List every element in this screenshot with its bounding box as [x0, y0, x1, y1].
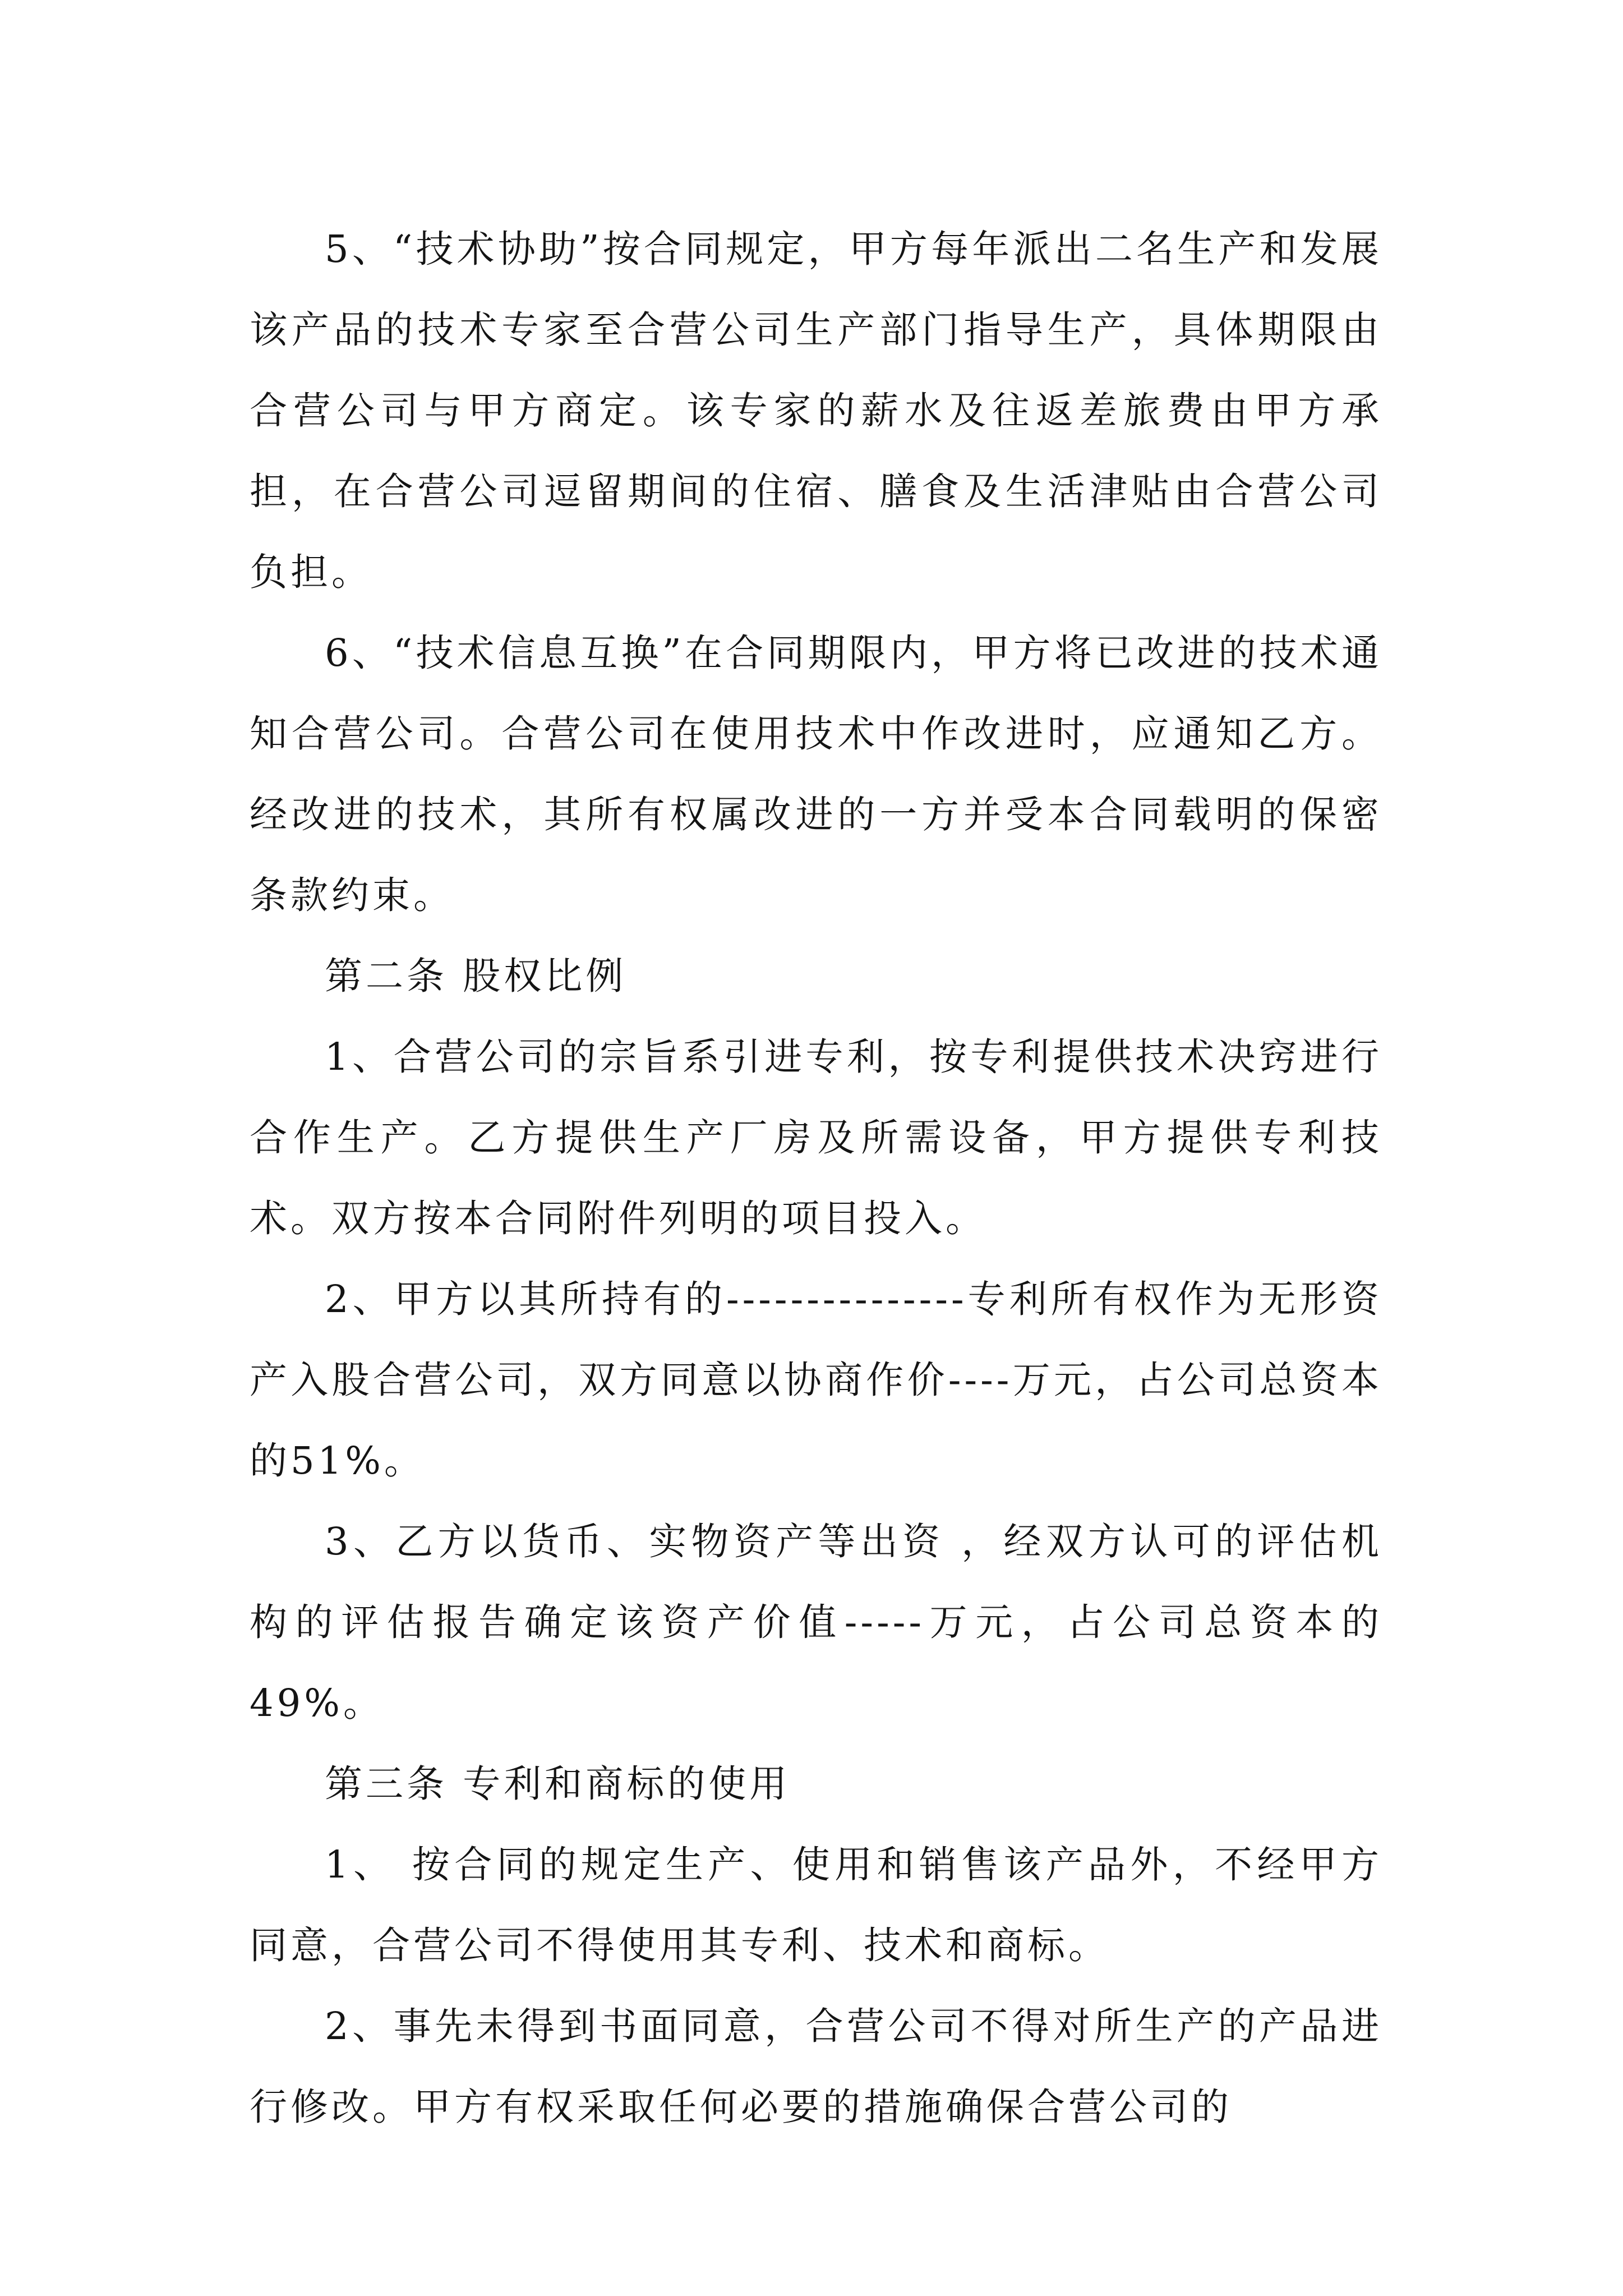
article-3-item-1: 1、 按合同的规定生产、使用和销售该产品外，不经甲方同意，合营公司不得使用其专利、技术和商标。 — [250, 1843, 1382, 1967]
article-2-heading: 第二条 股权比例 — [325, 954, 627, 998]
article-2-item-3: 3、乙方以货币、实物资产等出资 ，经双方认可的评估机构的评估报告确定该资产价值-----万元，占公司总资本的49%。 — [250, 1520, 1382, 1725]
clause-technical-info-exchange: 6、“技术信息互换”在合同期限内，甲方将已改进的技术通知合营公司。合营公司在使用技术中作改进时，应通知乙方。经改进的技术，其所有权属改进的一方并受本合同载明的保密条款约束。 — [250, 631, 1382, 917]
article-3-heading: 第三条 专利和商标的使用 — [325, 1762, 791, 1806]
article-2-item-1: 1、合营公司的宗旨系引进专利，按专利提供技术决窍进行合作生产。乙方提供生产厂房及所需设备，甲方提供专利技术。双方按本合同附件列明的项目投入。 — [250, 1035, 1382, 1240]
article-3-item-2: 2、事先未得到书面同意，合营公司不得对所生产的产品进行修改。甲方有权采取任何必要的措施确保合营公司的 — [250, 2004, 1382, 2129]
document-body — [250, 209, 1382, 2147]
clause-technical-assistance: 5、“技术协助”按合同规定，甲方每年派出二名生产和发展该产品的技术专家至合营公司生产部门指导生产，具体期限由合营公司与甲方商定。该专家的薪水及往返差旅费由甲方承担，在合营公司逗留期间的住宿、膳食及生活津贴由合营公司负担。 — [250, 227, 1382, 594]
article-2-item-2: 2、甲方以其所持有的---------------专利所有权作为无形资产入股合营公司，双方同意以协商作价----万元，占公司总资本的51%。 — [250, 1277, 1382, 1483]
